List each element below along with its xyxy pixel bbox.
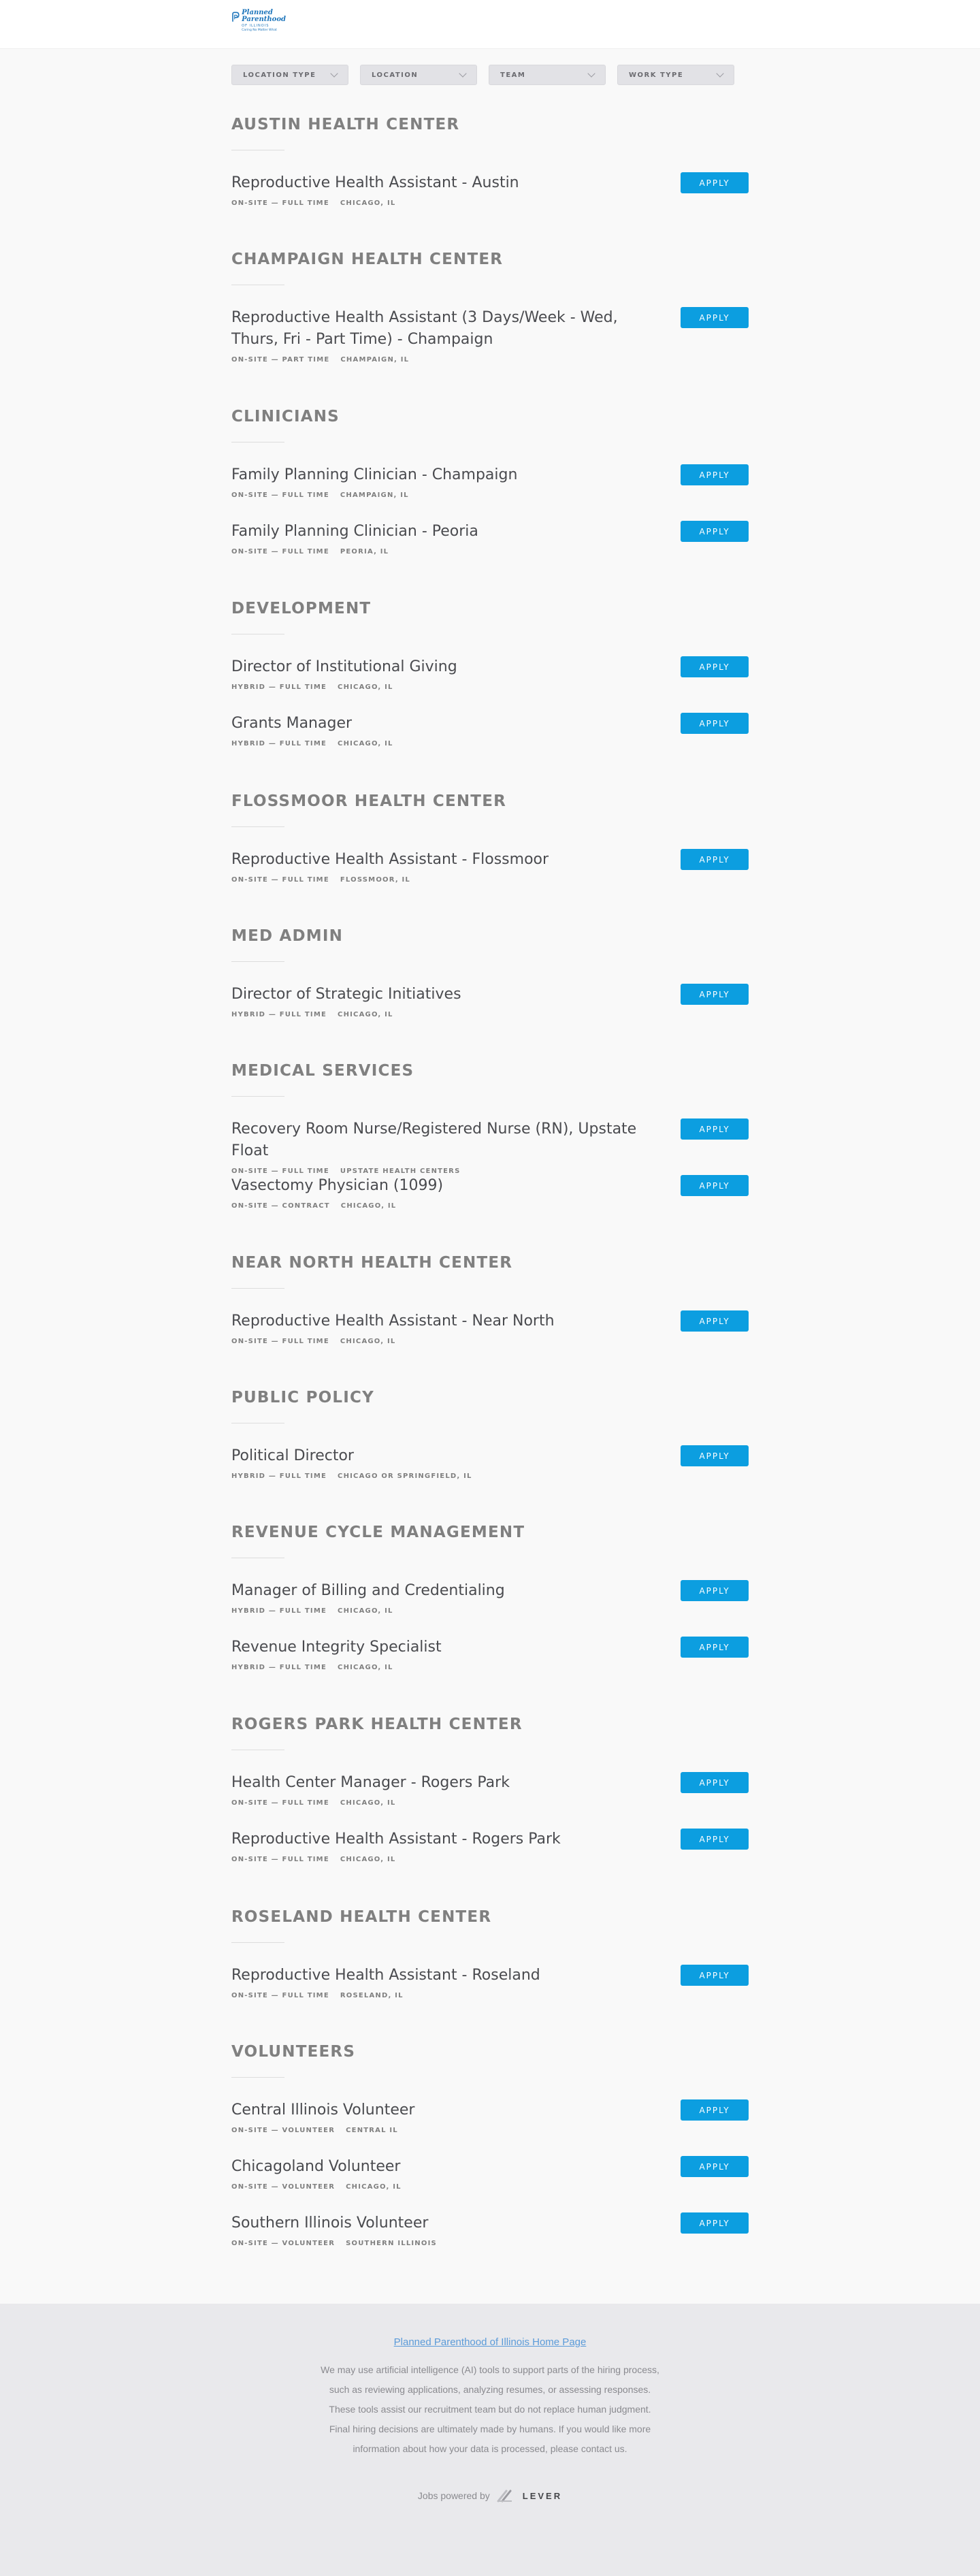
job-title-link[interactable]: Reproductive Health Assistant (3 Days/Week - Wed, Thurs, Fri - Part Time) - Champaign	[231, 309, 618, 348]
apply-button[interactable]: APPLY	[681, 2156, 749, 2177]
job-title-link[interactable]: Reproductive Health Assistant - Flossmoor	[231, 851, 549, 868]
apply-button[interactable]: APPLY	[681, 307, 749, 328]
job-posting[interactable]	[231, 1965, 749, 1999]
job-meta	[231, 2240, 749, 2247]
chevron-down-icon	[587, 69, 595, 77]
logo-wordmark	[242, 10, 286, 33]
apply-button[interactable]: APPLY	[681, 1829, 749, 1850]
group-title: MED ADMIN	[231, 927, 344, 945]
apply-button[interactable]: APPLY	[681, 713, 749, 734]
job-location: CHICAGO OR SPRINGFIELD, IL	[338, 1472, 472, 1480]
apply-button[interactable]: APPLY	[681, 1637, 749, 1658]
planned-parenthood-logo[interactable]	[231, 10, 286, 37]
group-title: CHAMPAIGN HEALTH CENTER	[231, 251, 504, 268]
group-title: PUBLIC POLICY	[231, 1389, 374, 1406]
job-title-link[interactable]: Recovery Room Nurse/Registered Nurse (RN), Upstate Float	[231, 1121, 637, 1159]
job-posting[interactable]	[231, 1175, 749, 1210]
job-location: FLOSSMOOR, IL	[340, 876, 410, 884]
job-meta	[231, 2183, 749, 2191]
apply-button[interactable]: APPLY	[681, 1580, 749, 1601]
job-meta	[231, 1856, 749, 1863]
job-posting[interactable]	[231, 521, 749, 556]
filter-location[interactable]	[360, 65, 477, 85]
site-footer	[0, 2304, 980, 2576]
job-workplace-commitment: ON-SITE — PART TIME	[231, 356, 330, 364]
group-title: CLINICIANS	[231, 408, 340, 425]
logo-line-3: OF ILLINOIS	[242, 24, 270, 28]
job-workplace-commitment: ON-SITE — FULL TIME	[231, 876, 329, 884]
job-location: CHICAGO, IL	[338, 683, 393, 691]
job-workplace-commitment: ON-SITE — FULL TIME	[231, 1856, 329, 1863]
filter-bar	[231, 65, 734, 85]
job-title-link[interactable]: Reproductive Health Assistant - Austin	[231, 174, 519, 191]
job-title-link[interactable]: Reproductive Health Assistant - Roseland	[231, 1967, 540, 1984]
job-title-link[interactable]: Revenue Integrity Specialist	[231, 1639, 442, 1656]
apply-button[interactable]: APPLY	[681, 2212, 749, 2234]
logo-line-2: Parenthood	[242, 16, 286, 23]
powered-by[interactable]	[0, 2489, 980, 2502]
job-posting[interactable]	[231, 2156, 749, 2191]
group-title: AUSTIN HEALTH CENTER	[231, 116, 460, 133]
job-location: UPSTATE HEALTH CENTERS	[340, 1168, 461, 1175]
ai-notice: We may use artificial intelligence (AI) tools to support parts of the hiring process, such as reviewing applications, analyzing resumes, or assessing responses. These tools assist our recruitment team but do not replace human judgment. Final hiring decisions are ultimately made by humans. If you would like more information about how your data is processed, please contact us.	[321, 2364, 659, 2454]
posting-group	[231, 597, 749, 747]
apply-button[interactable]: APPLY	[681, 1445, 749, 1466]
chevron-down-icon	[459, 69, 466, 77]
filter-label: LOCATION	[372, 71, 419, 79]
job-workplace-commitment: ON-SITE — FULL TIME	[231, 548, 329, 556]
group-title: DEVELOPMENT	[231, 600, 372, 617]
group-title: ROSELAND HEALTH CENTER	[231, 1908, 492, 1926]
job-title-link[interactable]: Reproductive Health Assistant - Rogers Park	[231, 1831, 561, 1848]
job-workplace-commitment: ON-SITE — VOLUNTEER	[231, 2240, 336, 2247]
group-title: NEAR NORTH HEALTH CENTER	[231, 1254, 513, 1272]
group-title: ROGERS PARK HEALTH CENTER	[231, 1716, 523, 1733]
job-meta	[231, 356, 749, 364]
job-meta	[231, 740, 749, 747]
job-posting[interactable]	[231, 1310, 749, 1345]
job-location: CENTRAL IL	[346, 2127, 398, 2134]
posting-group	[231, 2040, 749, 2247]
filter-team[interactable]	[489, 65, 606, 85]
filter-label: LOCATION TYPE	[243, 71, 316, 79]
posting-group	[231, 405, 749, 556]
job-workplace-commitment: ON-SITE — FULL TIME	[231, 1168, 329, 1175]
group-divider	[231, 2077, 284, 2078]
job-posting[interactable]	[231, 656, 749, 691]
job-title-link[interactable]: Grants Manager	[231, 715, 353, 732]
job-workplace-commitment: HYBRID — FULL TIME	[231, 1011, 327, 1018]
posting-group	[231, 790, 749, 884]
group-divider	[231, 826, 284, 827]
job-location: CHAMPAIGN, IL	[340, 492, 409, 499]
job-meta	[231, 2127, 749, 2134]
job-location: CHICAGO, IL	[340, 1202, 397, 1210]
posting-group	[231, 1251, 749, 1345]
job-meta	[231, 1664, 749, 1671]
job-workplace-commitment: ON-SITE — VOLUNTEER	[231, 2183, 336, 2191]
posting-group	[231, 1059, 749, 1210]
job-location: CHICAGO, IL	[338, 740, 393, 747]
job-title-link[interactable]: Family Planning Clinician - Champaign	[231, 466, 518, 483]
group-divider	[231, 961, 284, 962]
job-meta	[231, 1799, 749, 1807]
job-title-link[interactable]: Vasectomy Physician (1099)	[231, 1177, 444, 1194]
posting-group	[231, 1386, 749, 1480]
apply-button[interactable]: APPLY	[681, 1175, 749, 1196]
job-posting[interactable]	[231, 172, 749, 207]
job-workplace-commitment: ON-SITE — VOLUNTEER	[231, 2127, 336, 2134]
posting-group	[231, 1521, 749, 1671]
job-meta	[231, 1992, 749, 1999]
group-title: FLOSSMOOR HEALTH CENTER	[231, 792, 507, 810]
job-title-link[interactable]: Chicagoland Volunteer	[231, 2158, 401, 2175]
job-title-link[interactable]: Southern Illinois Volunteer	[231, 2215, 429, 2232]
apply-button[interactable]: APPLY	[681, 1965, 749, 1986]
group-divider	[231, 1288, 284, 1289]
logo-tagline: Caring No Matter What	[242, 29, 277, 32]
job-workplace-commitment: ON-SITE — FULL TIME	[231, 199, 329, 207]
chevron-down-icon	[330, 69, 338, 77]
job-posting[interactable]	[231, 1118, 749, 1175]
apply-button[interactable]: APPLY	[681, 1772, 749, 1793]
job-title-link[interactable]: Political Director	[231, 1447, 354, 1464]
job-title-link[interactable]: Family Planning Clinician - Peoria	[231, 523, 478, 540]
job-workplace-commitment: HYBRID — FULL TIME	[231, 740, 327, 747]
powered-by-label: Jobs powered by	[417, 2490, 490, 2501]
posting-group	[231, 1713, 749, 1863]
chevron-down-icon	[716, 69, 723, 77]
posting-group	[231, 924, 749, 1018]
job-meta	[231, 492, 749, 499]
job-posting[interactable]	[231, 1445, 749, 1480]
job-title-link[interactable]: Director of Strategic Initiatives	[231, 986, 461, 1003]
job-workplace-commitment: ON-SITE — FULL TIME	[231, 1338, 329, 1345]
apply-button[interactable]: APPLY	[681, 172, 749, 193]
apply-button[interactable]: APPLY	[681, 849, 749, 870]
job-location: ROSELAND, IL	[340, 1992, 404, 1999]
apply-button[interactable]: APPLY	[681, 984, 749, 1005]
job-location: CHICAGO, IL	[340, 199, 396, 207]
job-meta	[231, 1168, 749, 1175]
apply-button[interactable]: APPLY	[681, 2099, 749, 2121]
apply-button[interactable]: APPLY	[681, 1118, 749, 1140]
apply-button[interactable]: APPLY	[681, 464, 749, 485]
group-divider	[231, 1942, 284, 1943]
job-meta	[231, 199, 749, 207]
job-workplace-commitment: ON-SITE — CONTRACT	[231, 1202, 330, 1210]
job-workplace-commitment: HYBRID — FULL TIME	[231, 1664, 327, 1671]
job-title-link[interactable]: Manager of Billing and Credentialing	[231, 1582, 505, 1599]
apply-button[interactable]: APPLY	[681, 656, 749, 677]
filter-work-type[interactable]	[617, 65, 734, 85]
posting-group	[231, 248, 749, 364]
posting-group	[231, 1905, 749, 1999]
job-location: SOUTHERN ILLINOIS	[346, 2240, 437, 2247]
filter-label: WORK TYPE	[629, 71, 684, 79]
job-title-link[interactable]: Director of Institutional Giving	[231, 658, 457, 675]
job-workplace-commitment: HYBRID — FULL TIME	[231, 683, 327, 691]
job-meta	[231, 1338, 749, 1345]
job-meta	[231, 1202, 749, 1210]
group-title: REVENUE CYCLE MANAGEMENT	[231, 1524, 525, 1541]
apply-button[interactable]: APPLY	[681, 1310, 749, 1332]
posting-group	[231, 113, 749, 207]
job-location: CHICAGO, IL	[338, 1664, 393, 1671]
job-location: CHICAGO, IL	[346, 2183, 402, 2191]
job-meta	[231, 1607, 749, 1615]
job-location: CHICAGO, IL	[340, 1338, 396, 1345]
job-posting[interactable]	[231, 307, 749, 364]
job-meta	[231, 876, 749, 884]
job-workplace-commitment: ON-SITE — FULL TIME	[231, 1799, 329, 1807]
job-workplace-commitment: ON-SITE — FULL TIME	[231, 492, 329, 499]
job-posting[interactable]	[231, 1829, 749, 1863]
group-title: MEDICAL SERVICES	[231, 1062, 414, 1080]
site-header	[0, 0, 980, 49]
job-posting[interactable]	[231, 713, 749, 747]
filter-location-type[interactable]	[231, 65, 348, 85]
job-posting[interactable]	[231, 984, 749, 1018]
group-divider	[231, 1096, 284, 1097]
group-title: VOLUNTEERS	[231, 2043, 356, 2061]
job-posting[interactable]	[231, 464, 749, 499]
job-workplace-commitment: ON-SITE — FULL TIME	[231, 1992, 329, 1999]
job-title-link[interactable]: Health Center Manager - Rogers Park	[231, 1774, 510, 1791]
job-meta	[231, 1011, 749, 1018]
apply-button[interactable]: APPLY	[681, 521, 749, 542]
logo-line-1: Planned	[242, 9, 273, 16]
job-title-link[interactable]: Central Illinois Volunteer	[231, 2102, 415, 2119]
job-location: CHICAGO, IL	[340, 1799, 396, 1807]
job-meta	[231, 1472, 749, 1480]
job-posting[interactable]	[231, 1772, 749, 1807]
job-title-link[interactable]: Reproductive Health Assistant - Near North	[231, 1313, 555, 1330]
planned-parenthood-p-icon	[231, 10, 240, 25]
job-workplace-commitment: HYBRID — FULL TIME	[231, 1607, 327, 1615]
lever-logo-icon	[497, 2489, 516, 2502]
job-location: CHICAGO, IL	[338, 1607, 393, 1615]
job-posting[interactable]	[231, 2212, 749, 2247]
home-page-link[interactable]: Planned Parenthood of Illinois Home Page	[393, 2336, 587, 2348]
job-posting[interactable]	[231, 2099, 749, 2134]
job-meta	[231, 683, 749, 691]
job-location: CHICAGO, IL	[340, 1856, 396, 1863]
filter-label: TEAM	[500, 71, 526, 79]
job-posting[interactable]	[231, 849, 749, 884]
lever-wordmark: LEVER	[522, 2490, 563, 2501]
job-location: PEORIA, IL	[340, 548, 389, 556]
job-meta	[231, 548, 749, 556]
job-workplace-commitment: HYBRID — FULL TIME	[231, 1472, 327, 1480]
job-posting[interactable]	[231, 1580, 749, 1615]
job-location: CHAMPAIGN, IL	[340, 356, 410, 364]
job-posting[interactable]	[231, 1637, 749, 1671]
job-location: CHICAGO, IL	[338, 1011, 393, 1018]
